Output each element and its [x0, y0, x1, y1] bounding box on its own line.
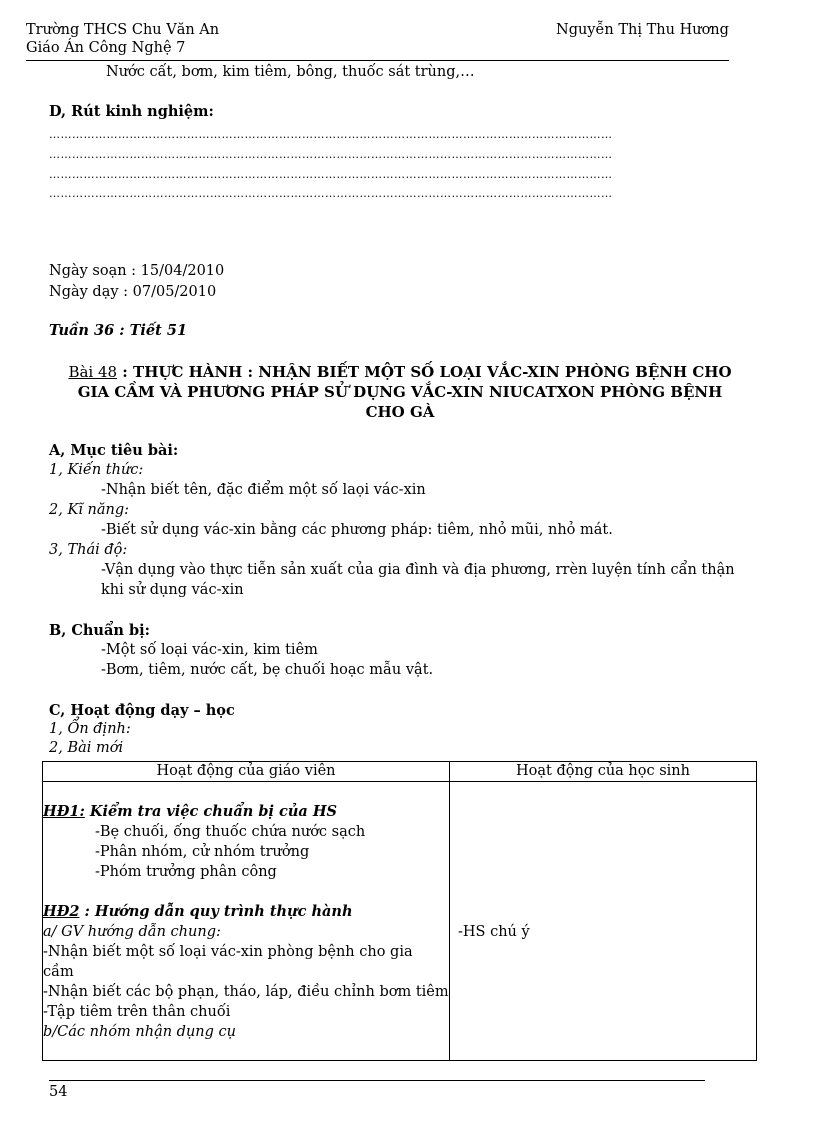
hd2-line-4: -Tập tiêm trên thân chuối: [43, 1004, 231, 1020]
page-number: 54: [49, 1084, 68, 1100]
student-note: -HS chú ý: [457, 924, 530, 940]
hd1-item-1: -Bẹ chuối, ống thuốc chứa nước sạch: [95, 824, 366, 840]
hd1-label: HĐ1:: [43, 803, 85, 820]
stabilize-label: 1, Ổn định:: [49, 721, 131, 737]
hd1-item-3: -Phóm trưởng phân công: [95, 864, 277, 880]
lesson-number: Bài 48: [68, 363, 118, 381]
dotted-line-3: …………………………………………………………………………………………………………………………………: [49, 168, 613, 181]
skills-label: 2, Kĩ năng:: [49, 502, 130, 518]
attitude-text-2: khi sử dụng vác-xin: [101, 582, 244, 598]
lesson-title-text-1: : THỰC HÀNH : NHẬN BIẾT MỘT SỐ LOẠI VẮC-XIN PHÒNG BỆNH CHO: [117, 363, 732, 381]
section-c-heading: C, Hoạt động dạy – học: [49, 702, 235, 719]
header-subject: Giáo Án Công Nghệ 7: [26, 40, 186, 56]
dotted-line-1: …………………………………………………………………………………………………………………………………: [49, 128, 613, 141]
section-d-heading: D, Rút kinh nghiệm:: [49, 103, 214, 120]
hd2-general-label: a/ GV hướng dẫn chung:: [43, 924, 221, 940]
knowledge-label: 1, Kiến thức:: [49, 462, 144, 478]
hd2-heading: [43, 902, 449, 922]
hd2-line-3: -Nhận biết các bộ phạn, tháo, láp, điều chỉnh bơm tiêm: [43, 984, 449, 1000]
lesson-title-line-2: GIA CẦM VÀ PHƯƠNG PHÁP SỬ DỤNG VẮC-XIN NIUCATXON PHÒNG BỆNH: [77, 383, 723, 401]
activity-table: [42, 761, 757, 1061]
lesson-title-line-3: CHO GÀ: [365, 403, 435, 421]
spacer: [43, 882, 449, 902]
student-activity-cell: [449, 782, 756, 1061]
section-b-heading: B, Chuẩn bị:: [49, 622, 150, 639]
teacher-activity-cell: [43, 782, 450, 1061]
date-prepared: Ngày soạn : 15/04/2010: [49, 263, 225, 279]
knowledge-text: -Nhận biết tên, đặc điểm một số laọi vác-xin: [101, 482, 426, 498]
col-header-teacher: Hoạt động của giáo viên: [43, 762, 450, 782]
dotted-line-4: …………………………………………………………………………………………………………………………………: [49, 187, 613, 200]
skills-text: -Biết sử dụng vác-xin bằng các phương pháp: tiêm, nhỏ mũi, nhỏ mát.: [101, 522, 613, 538]
attitude-text-1: -Vận dụng vào thực tiễn sản xuất của gia đình và địa phương, rrèn luyện tính cẩn thận: [101, 562, 735, 578]
hd1-item-2: -Phân nhóm, cử nhóm trưởng: [95, 844, 310, 860]
hd2-line-2: cầm: [43, 964, 74, 980]
hd1-title: Kiểm tra việc chuẩn bị của HS: [84, 803, 337, 820]
week-period: Tuần 36 : Tiết 51: [49, 322, 188, 339]
dotted-line-2: …………………………………………………………………………………………………………………………………: [49, 148, 613, 161]
hd2-line-1: -Nhận biết một số loại vác-xin phòng bệnh cho gia: [43, 944, 413, 960]
attitude-label: 3, Thái độ:: [49, 542, 128, 558]
hd2-label: HĐ2: [43, 903, 80, 920]
hd2-groups-label: b/Các nhóm nhận dụng cụ: [43, 1024, 236, 1040]
footer-rule: [49, 1080, 705, 1081]
header-school: Trường THCS Chu Văn An: [26, 22, 220, 38]
hd1-heading: [43, 802, 449, 822]
header-rule: [26, 60, 729, 61]
new-lesson-label: 2, Bài mới: [49, 740, 124, 756]
date-taught: Ngày dạy : 07/05/2010: [49, 284, 217, 300]
col-header-student: Hoạt động của học sinh: [449, 762, 756, 782]
prep-item-1: -Một số loại vác-xin, kim tiêm: [101, 642, 318, 658]
carryover-line: Nước cất, bơm, kim tiêm, bông, thuốc sát trùng,…: [106, 64, 475, 80]
prep-item-2: -Bơm, tiêm, nước cất, bẹ chuối hoạc mẫu vật.: [101, 662, 434, 678]
section-a-heading: A, Mục tiêu bài:: [49, 442, 179, 459]
header-teacher: Nguyễn Thị Thu Hương: [556, 22, 729, 38]
hd2-title: : Hướng dẫn quy trình thực hành: [79, 903, 353, 920]
lesson-title-line-1: [50, 362, 750, 382]
